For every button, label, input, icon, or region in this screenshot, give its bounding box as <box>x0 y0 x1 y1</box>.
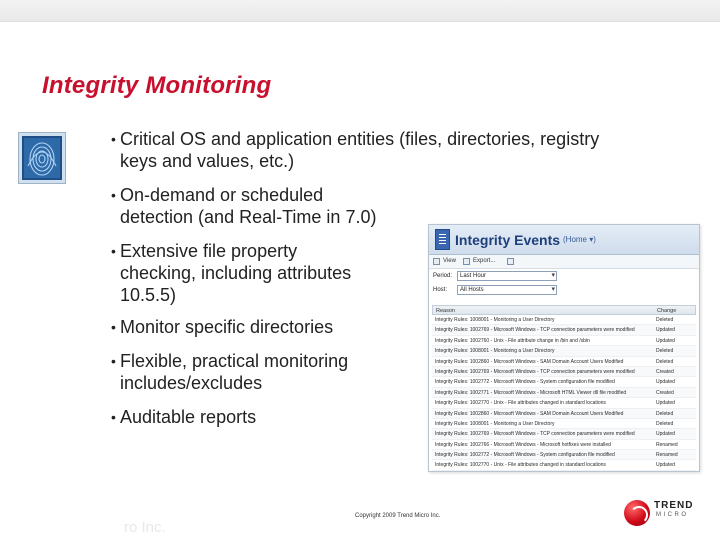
reason-cell: Integrity Rules: 1002771 - Microsoft Windows - Microsoft HTML Viewer dll file modified <box>435 389 627 396</box>
trend-micro-logo-icon <box>624 500 650 526</box>
events-table <box>432 305 696 471</box>
table-row[interactable] <box>432 460 696 470</box>
change-cell: Deleted <box>656 317 674 323</box>
table-row[interactable] <box>432 367 696 377</box>
bullet-item: • Extensive file property checking, including attributes 10.5.5) <box>111 241 352 305</box>
logo-wordmark-top: TREND <box>654 500 694 511</box>
bullet-item: • Auditable reports <box>111 407 257 427</box>
bullet-line: checking, including attributes <box>120 263 352 283</box>
change-cell: Updated <box>656 327 675 334</box>
bullet-line: includes/excludes <box>120 373 263 393</box>
change-cell: Created <box>656 368 674 375</box>
logo-wordmark-bottom: MICRO <box>656 512 689 518</box>
reason-cell: Integrity Rules: 1008001 - Monitoring a User Directory <box>435 317 555 323</box>
host-label: Host: <box>433 287 448 293</box>
host-select[interactable]: All Hosts ▾ <box>457 285 557 295</box>
top-bar <box>0 0 720 22</box>
columns-icon[interactable] <box>507 258 514 265</box>
host-filter-row <box>429 283 699 297</box>
reason-cell: Integrity Rules: 1002860 - Microsoft Windows - SAM Domain Account Users Modified <box>435 358 624 365</box>
table-row[interactable] <box>432 388 696 398</box>
bullet-line: Auditable reports <box>120 407 257 427</box>
period-label: Period: <box>433 273 453 279</box>
bullet-item: • Flexible, practical monitoring includes/excludes <box>111 351 349 393</box>
bullet-line: detection (and Real-Time in 7.0) <box>120 207 377 227</box>
bullet-line: keys and values, etc.) <box>120 151 295 171</box>
period-filter-row <box>429 269 699 283</box>
export-icon[interactable] <box>463 258 470 265</box>
change-cell: Deleted <box>656 420 674 427</box>
reason-cell: Integrity Rules: 1002772 - Microsoft Windows - System configuration file modified <box>435 379 615 386</box>
change-cell: Deleted <box>656 358 674 365</box>
view-icon[interactable] <box>433 258 440 265</box>
screenshot-title: Integrity Events <box>455 232 561 248</box>
table-row[interactable] <box>432 440 696 450</box>
table-row[interactable] <box>432 409 696 419</box>
reason-cell: Integrity Rules: 1002769 - Microsoft Windows - TCP connection parameters were modified <box>435 368 635 375</box>
reason-cell: Integrity Rules: 1002770 - Unix - File attributes changed in standard locations <box>435 400 606 407</box>
reason-column-header[interactable]: Reason <box>436 308 455 314</box>
screenshot-header <box>429 225 699 255</box>
reason-cell: Integrity Rules: 1008001 - Monitoring a User Directory <box>435 348 555 355</box>
reason-cell: Integrity Rules: 1002760 - Unix - File attribute change in /bin and /sbin <box>435 337 590 344</box>
table-row[interactable] <box>432 315 696 325</box>
bullet-item: • Critical OS and application entities (files, directories, registry keys and values, etc.) <box>111 129 600 171</box>
bullet-line: On-demand or scheduled <box>120 185 324 205</box>
bullet-item: • Monitor specific directories <box>111 317 334 337</box>
reason-cell: Integrity Rules: 1002860 - Microsoft Windows - SAM Domain Account Users Modified <box>435 410 624 417</box>
bullet-line: Extensive file property <box>120 241 298 261</box>
table-row[interactable] <box>432 325 696 335</box>
table-row[interactable] <box>432 429 696 439</box>
change-column-header[interactable]: Change <box>657 308 677 314</box>
change-cell: Updated <box>656 400 675 407</box>
table-row[interactable] <box>432 377 696 387</box>
reason-cell: Integrity Rules: 1002769 - Microsoft Windows - TCP connection parameters were modified <box>435 431 635 438</box>
table-row[interactable] <box>432 346 696 356</box>
bullet-line: 10.5.5) <box>120 285 177 305</box>
bullet-line: Flexible, practical monitoring <box>120 351 349 371</box>
change-cell: Updated <box>656 462 675 469</box>
change-cell: Renamed <box>656 441 678 448</box>
change-cell: Updated <box>656 431 675 438</box>
change-cell: Deleted <box>656 410 674 417</box>
slide-title: Integrity Monitoring <box>42 72 272 99</box>
table-header <box>432 305 696 315</box>
reason-cell: Integrity Rules: 1008001 - Monitoring a User Directory <box>435 420 555 427</box>
change-cell: Updated <box>656 337 675 344</box>
table-row[interactable] <box>432 450 696 460</box>
table-body <box>432 315 696 471</box>
period-select[interactable]: Last Hour ▾ <box>457 271 557 281</box>
document-icon <box>435 229 450 250</box>
screenshot-toolbar <box>429 255 699 269</box>
home-link[interactable]: (Home ▾) <box>563 235 596 244</box>
reason-cell: Integrity Rules: 1002766 - Microsoft Windows - Microsoft hotfixes were installed <box>435 441 611 448</box>
copyright-text: Copyright 2009 Trend Micro Inc. <box>355 513 441 519</box>
view-button[interactable]: View <box>443 258 456 264</box>
table-row[interactable] <box>432 357 696 367</box>
bullet-item: • On-demand or scheduled detection (and Real-Time in 7.0) <box>111 185 377 227</box>
trend-micro-logo <box>618 494 708 528</box>
table-row[interactable] <box>432 398 696 408</box>
change-cell: Updated <box>656 379 675 386</box>
change-cell: Deleted <box>656 348 674 355</box>
integrity-events-screenshot <box>428 224 700 472</box>
fingerprint-icon <box>18 132 66 184</box>
bullet-line: Critical OS and application entities (files, directories, registry <box>120 129 600 149</box>
reason-cell: Integrity Rules: 1002772 - Microsoft Windows - System configuration file modified <box>435 452 615 459</box>
export-button[interactable]: Export... <box>473 258 496 264</box>
table-row[interactable] <box>432 419 696 429</box>
reason-cell: Integrity Rules: 1002770 - Unix - File attributes changed in standard locations <box>435 462 606 469</box>
table-row[interactable] <box>432 336 696 346</box>
footer-ghost-text: ro Inc. <box>124 519 166 536</box>
change-cell: Created <box>656 389 674 396</box>
bullet-line: Monitor specific directories <box>120 317 334 337</box>
reason-cell: Integrity Rules: 1002769 - Microsoft Windows - TCP connection parameters were modified <box>435 327 635 334</box>
change-cell: Renamed <box>656 452 678 459</box>
